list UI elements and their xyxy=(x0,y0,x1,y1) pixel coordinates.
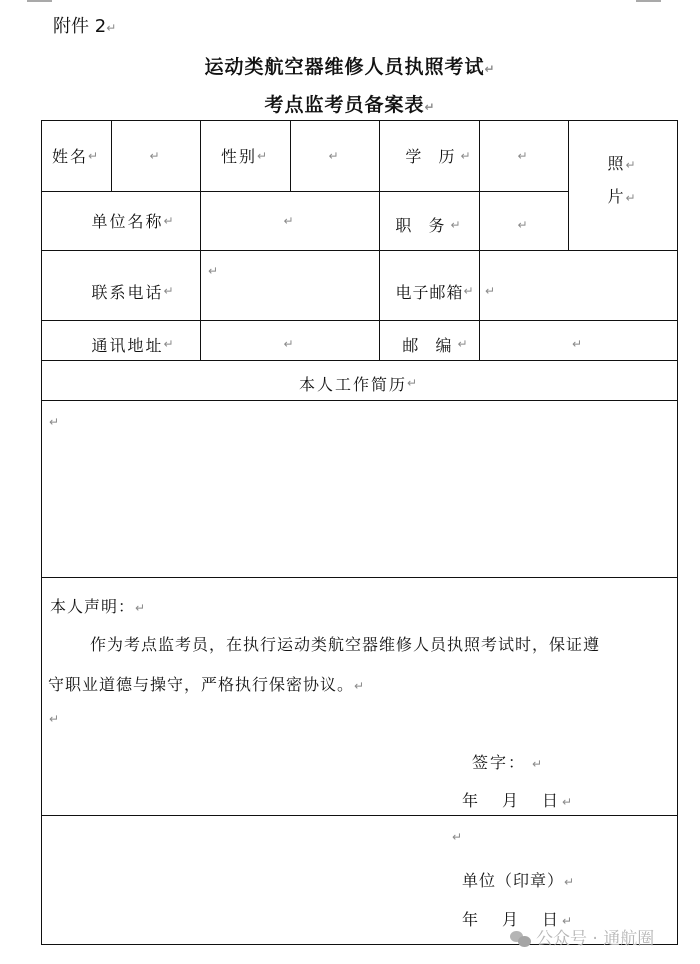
table-border xyxy=(677,120,678,945)
watermark: 公众号 · 通航圈 xyxy=(510,924,654,949)
address-field[interactable]: ↵ xyxy=(283,337,296,351)
paragraph-mark: ↵ xyxy=(49,415,60,429)
signature-label: 签字： ↵ xyxy=(472,753,545,772)
gender-field[interactable]: ↵ xyxy=(328,148,341,163)
declaration-body-line1: 作为考点监考员，在执行运动类航空器维修人员执照考试时，保证遵 xyxy=(90,635,601,654)
email-label: 电子邮箱 ↵ xyxy=(395,282,475,302)
position-label: 职 务 ↵ xyxy=(395,216,463,235)
declaration-section xyxy=(42,578,677,815)
education-field[interactable]: ↵ xyxy=(517,148,530,163)
signature-field[interactable] xyxy=(512,754,572,772)
gender-label: 性别 ↵ xyxy=(220,147,270,166)
name-label: 姓名 ↵ xyxy=(51,147,101,166)
unit-name-label: 单位名称 ↵ xyxy=(91,212,176,231)
unit-name-field[interactable]: ↵ xyxy=(283,213,296,228)
declaration-date[interactable]: 年 月 日↵ xyxy=(462,791,577,810)
page-corner-mark-right xyxy=(636,0,661,2)
postcode-label: 邮 编 ↵ xyxy=(402,335,470,355)
document-title-line1: 运动类航空器维修人员执照考试↵ xyxy=(204,56,496,78)
email-field[interactable]: ↵ xyxy=(485,284,498,298)
education-label: 学 历 ↵ xyxy=(405,147,473,166)
document-title-line2: 考点监考员备案表↵ xyxy=(264,94,436,116)
address-label: 通讯地址 ↵ xyxy=(91,335,176,355)
photo-label-line2: 片 xyxy=(607,187,626,206)
wechat-icon xyxy=(510,930,532,948)
unit-seal-label: 单位（印章）↵ xyxy=(462,871,576,890)
work-resume-header: 本人工作简历 ↵ xyxy=(298,374,420,394)
paragraph-mark: ↵ xyxy=(452,830,463,844)
paragraph-mark: ↵ xyxy=(49,712,60,726)
position-field[interactable]: ↵ xyxy=(517,217,530,232)
name-field[interactable]: ↵ xyxy=(149,148,162,163)
photo-label-line1: 照 xyxy=(607,154,626,173)
photo-box[interactable]: 照↵ 片↵ xyxy=(607,154,638,206)
declaration-heading: 本人声明：↵ xyxy=(50,597,147,616)
declaration-body-line2: 守职业道德与操守，严格执行保密协议。↵ xyxy=(48,675,366,694)
phone-label: 联系电话 ↵ xyxy=(91,282,176,302)
phone-field[interactable]: ↵ xyxy=(208,264,221,278)
attachment-label: 附件 2↵ xyxy=(53,16,117,37)
work-resume-field[interactable] xyxy=(42,401,677,577)
unit-seal-date[interactable]: 年 月 日↵ xyxy=(462,910,577,929)
postcode-field[interactable]: ↵ xyxy=(571,337,585,351)
page-corner-mark-left xyxy=(27,0,52,2)
